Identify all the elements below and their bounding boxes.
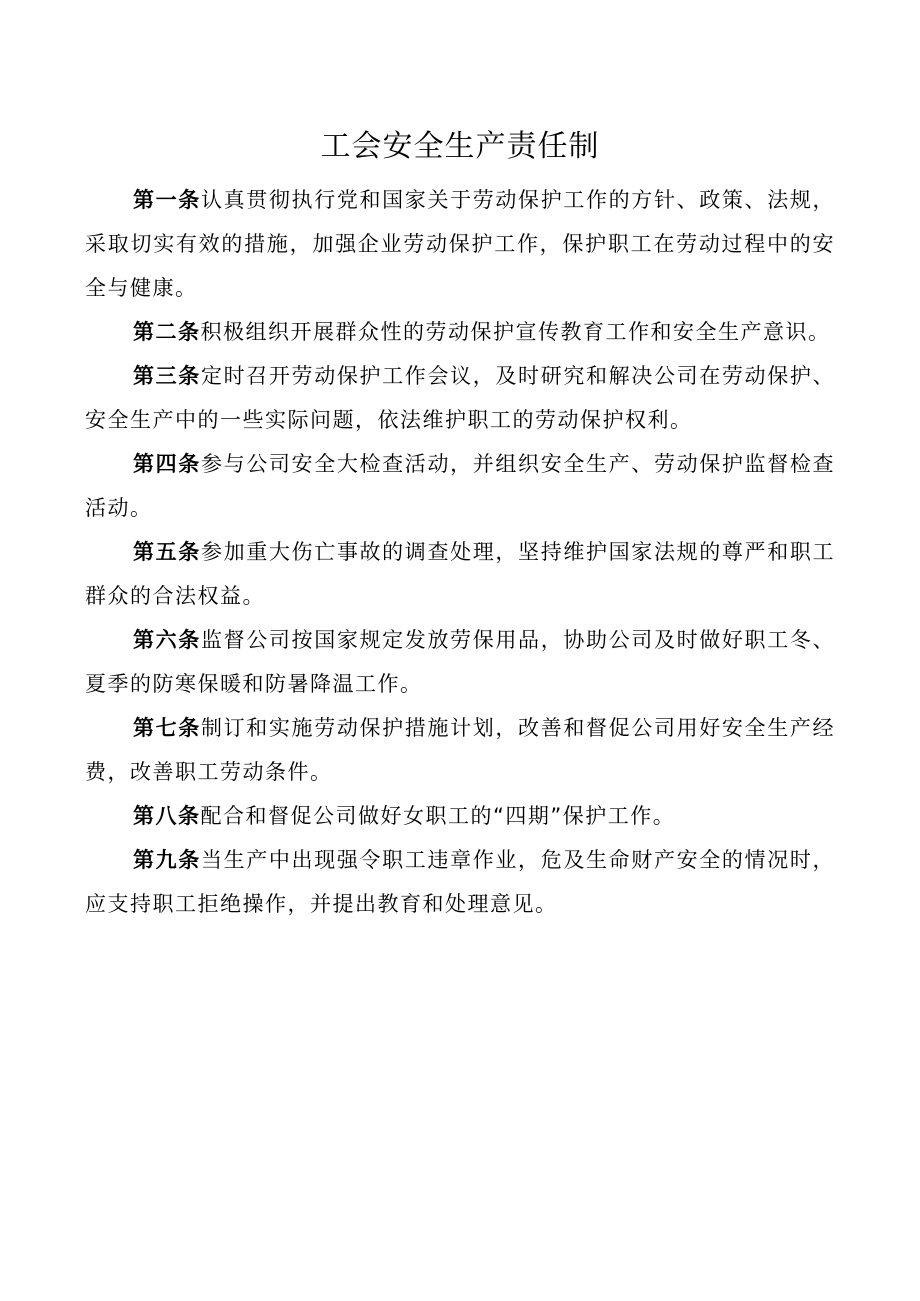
document-body: [85, 178, 835, 926]
article-text: 认真贯彻执行党和国家关于劳动保护工作的方针、政策、法规，采取切实有效的措施，加强企业劳动保护工作，保护职工在劳动过程中的安全与健康。: [85, 188, 836, 300]
article-text: 定时召开劳动保护工作会议，及时研究和解决公司在劳动保护、安全生产中的一些实际问题，依法维护职工的劳动保护权利。: [85, 364, 836, 432]
article-label: 第六条: [133, 628, 201, 652]
article-label: 第四条: [133, 452, 201, 476]
document-title: 工会安全生产责任制: [320, 129, 600, 164]
article-text: 配合和督促公司做好女职工的“四期”保护工作。: [200, 804, 676, 828]
article-8: [85, 794, 835, 838]
article-text: 积极组织开展群众性的劳动保护宣传教育工作和安全生产意识。: [200, 320, 831, 344]
article-7: [85, 706, 835, 794]
article-9: [85, 838, 835, 926]
article-text: 当生产中出现强令职工违章作业，危及生命财产安全的情况时，应支持职工拒绝操作，并提出教育和处理意见。: [85, 848, 836, 916]
article-6: [85, 618, 835, 706]
article-1: [85, 178, 835, 310]
article-text: 参加重大伤亡事故的调查处理，坚持维护国家法规的尊严和职工群众的合法权益。: [85, 540, 836, 608]
article-label: 第二条: [133, 320, 201, 344]
article-label: 第七条: [133, 716, 201, 740]
article-text: 参与公司安全大检查活动，并组织安全生产、劳动保护监督检查活动。: [85, 452, 836, 520]
article-label: 第三条: [133, 364, 201, 388]
article-3: [85, 354, 835, 442]
article-label: 第一条: [133, 188, 201, 212]
article-label: 第九条: [133, 848, 201, 872]
article-text: 监督公司按国家规定发放劳保用品，协助公司及时做好职工冬、夏季的防寒保暖和防暑降温工作。: [85, 628, 836, 696]
article-label: 第五条: [133, 540, 201, 564]
article-2: [85, 310, 835, 354]
article-text: 制订和实施劳动保护措施计划，改善和督促公司用好安全生产经费，改善职工劳动条件。: [85, 716, 836, 784]
article-4: [85, 442, 835, 530]
article-label: 第八条: [133, 804, 201, 828]
article-5: [85, 530, 835, 618]
